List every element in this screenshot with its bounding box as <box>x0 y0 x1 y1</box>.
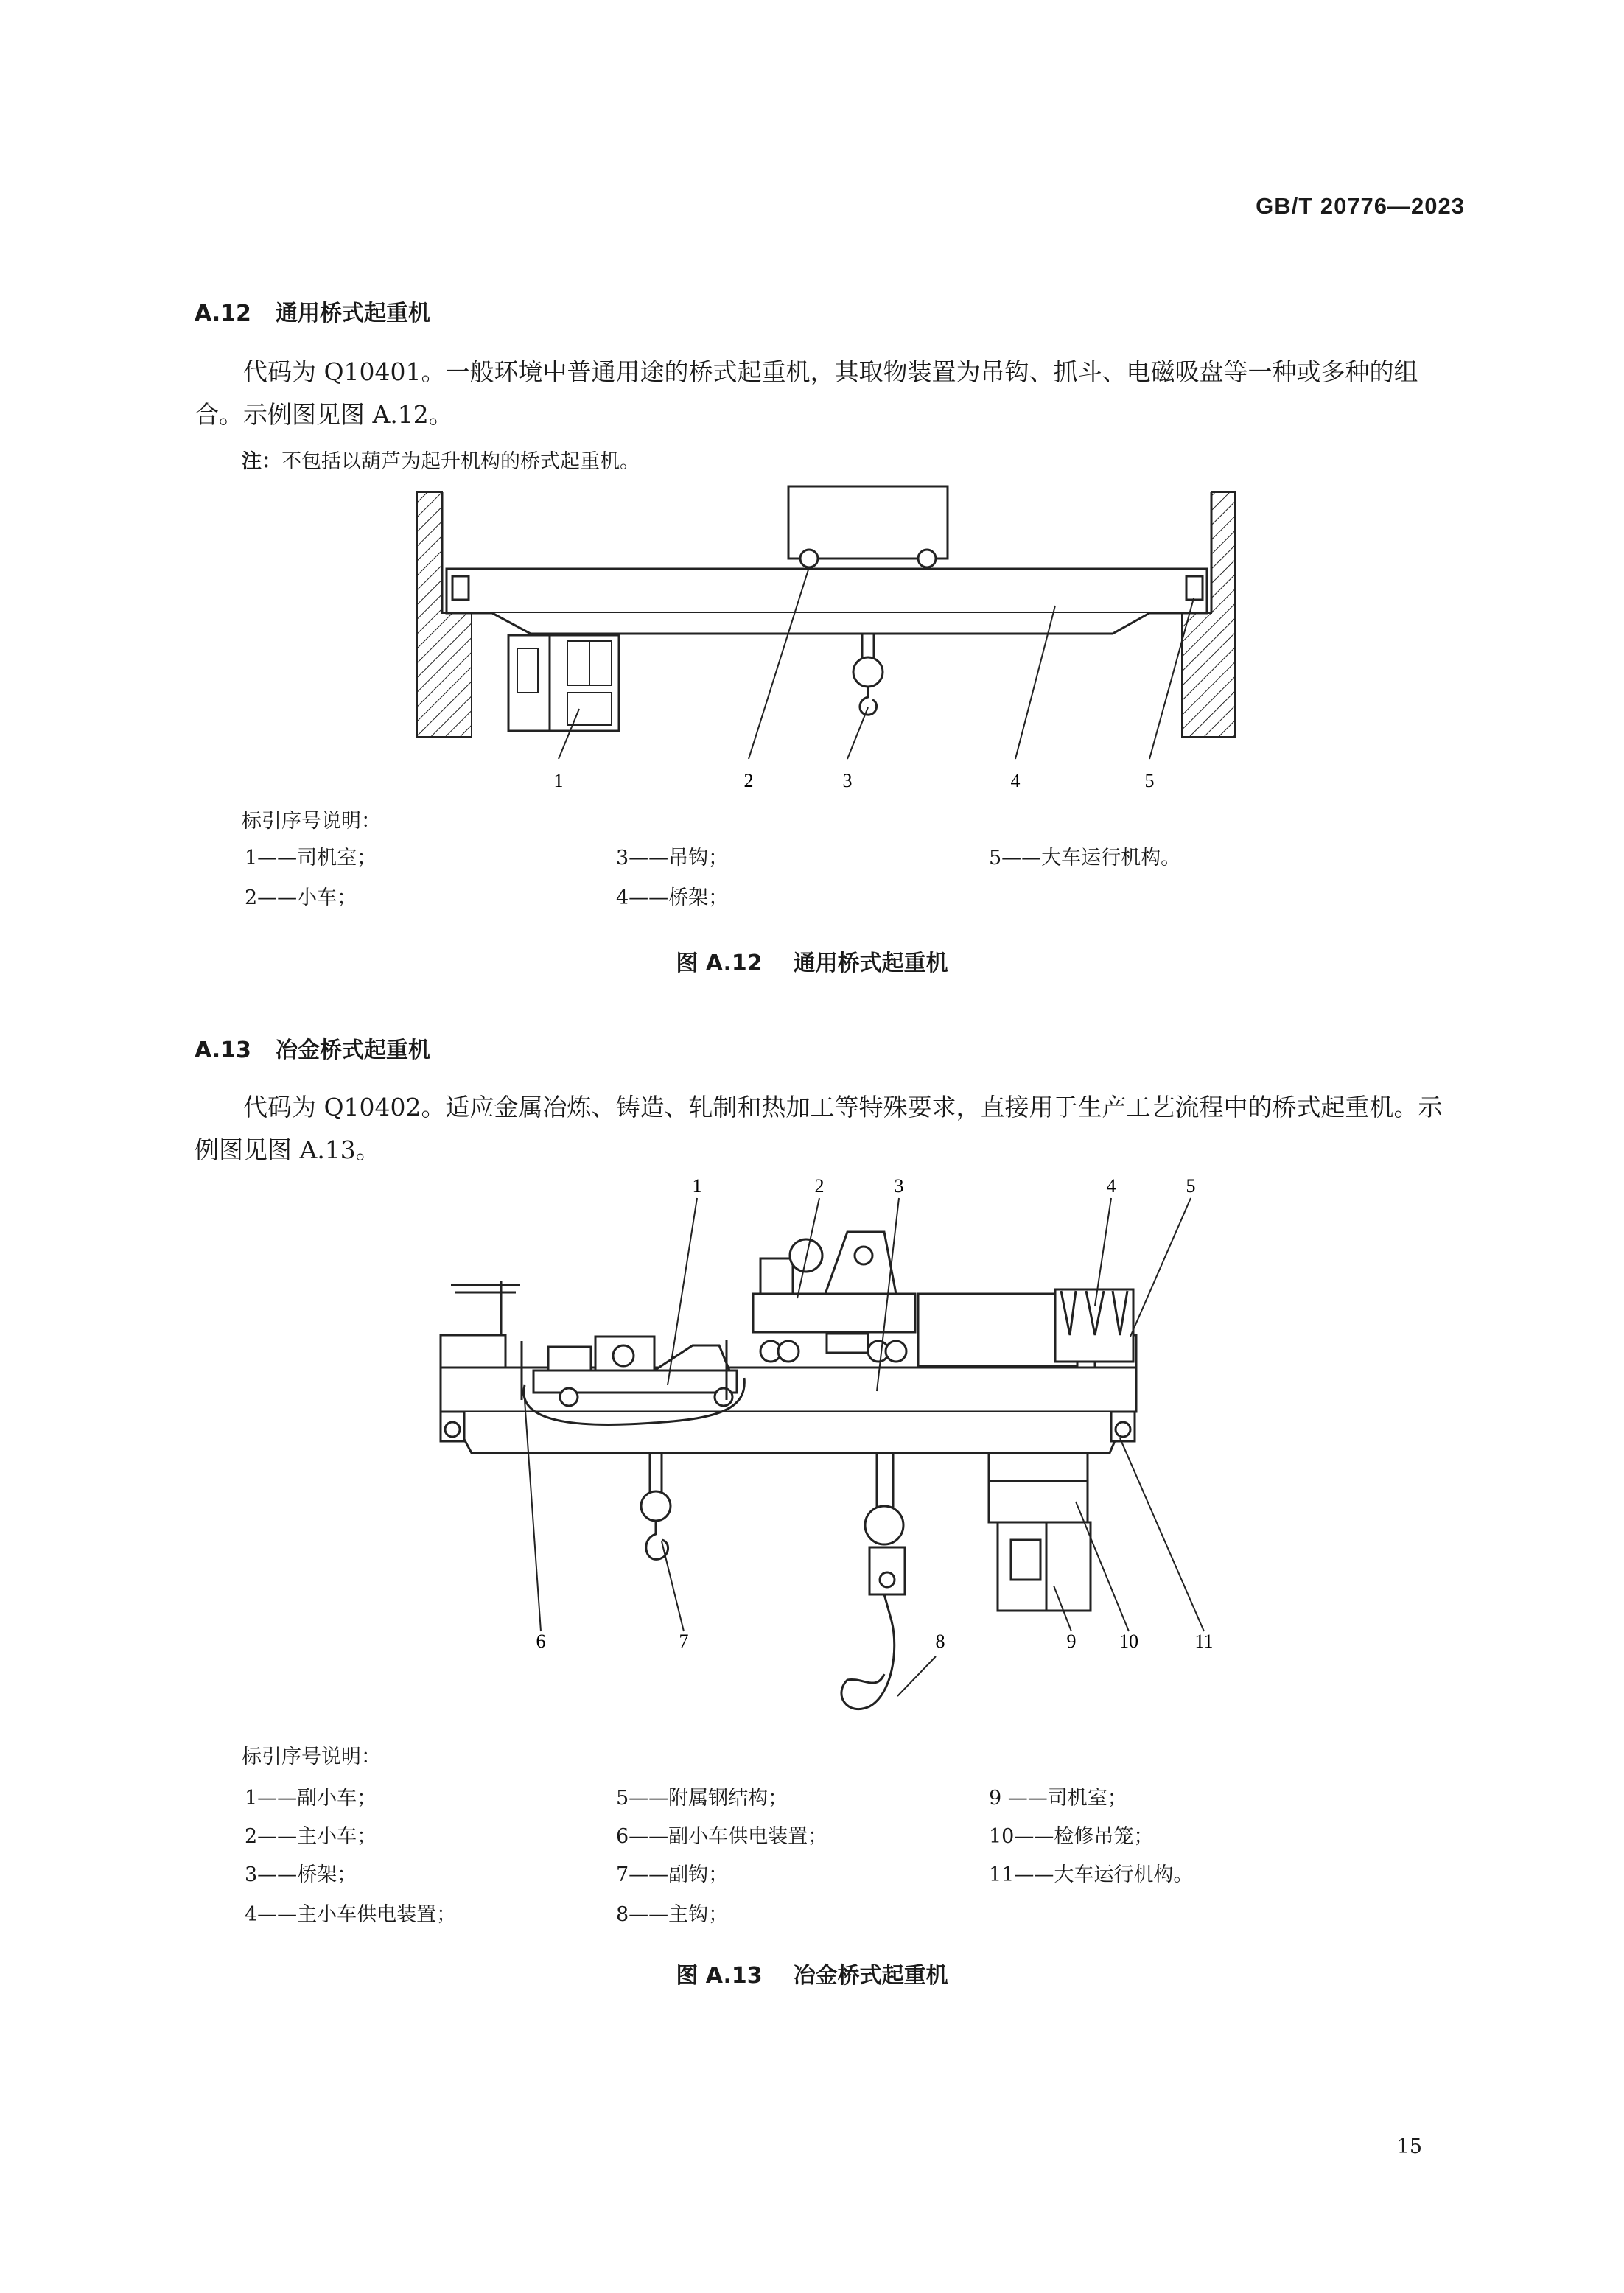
section-number: A.13 <box>195 1037 251 1063</box>
legend-item: 1——司机室； <box>245 847 377 869</box>
auxiliary-platform <box>451 1281 520 1341</box>
callout-10: 10 <box>1119 1631 1138 1652</box>
main-trolley <box>753 1232 1077 1366</box>
section-paragraph-a12: 代码为 Q10401。一般环境中普通用途的桥式起重机，其取物装置为吊钩、抓斗、电磁吸盘等一种或多种的组合。示例图见图 A.12。 <box>195 357 1418 429</box>
legend-item: 5——大车运行机构。 <box>989 847 1181 869</box>
legend-item: 10——检修吊笼； <box>989 1825 1154 1848</box>
operator-cab <box>998 1522 1091 1611</box>
legend-item: 1——副小车； <box>245 1787 377 1810</box>
main-trolley-power-supply <box>1055 1289 1133 1362</box>
callout-7: 7 <box>679 1631 689 1652</box>
legend-item: 11——大车运行机构。 <box>989 1863 1194 1886</box>
legend-item: 2——小车； <box>245 886 357 909</box>
trolley <box>788 486 948 567</box>
main-hook <box>841 1453 905 1709</box>
note-text: 不包括以葫芦为起升机构的桥式起重机。 <box>281 450 640 473</box>
caption-title: 通用桥式起重机 <box>793 951 948 976</box>
callout-3: 3 <box>894 1175 904 1197</box>
legend-item: 5——附属钢结构； <box>616 1787 788 1810</box>
left-wall <box>417 492 472 737</box>
legend-item: 3——吊钩； <box>616 847 729 869</box>
legend-item: 4——主小车供电装置； <box>245 1903 457 1926</box>
callout-9: 9 <box>1066 1631 1077 1652</box>
section-title: 通用桥式起重机 <box>276 301 430 326</box>
callout-2: 2 <box>743 770 754 791</box>
legend-item: 8——主钩； <box>616 1903 729 1926</box>
legend-item: 7——副钩； <box>616 1863 729 1886</box>
section-heading-a13 <box>195 1032 430 1064</box>
callout-1: 1 <box>553 770 564 791</box>
section-paragraph-a13: 代码为 Q10402。适应金属冶炼、铸造、轧制和热加工等特殊要求，直接用于生产工艺流程中的桥式起重机。示例图见图 A.13。 <box>195 1093 1443 1164</box>
section-number: A.12 <box>195 301 251 326</box>
legend-title-a12: 标引序号说明： <box>242 810 381 833</box>
figure-caption-a12 <box>0 945 1624 977</box>
maintenance-cage <box>989 1453 1088 1522</box>
figure-a13-drawing <box>0 1164 1624 1732</box>
bridge-girder <box>447 569 1207 634</box>
auxiliary-hook <box>641 1453 671 1559</box>
callout-3: 3 <box>842 770 853 791</box>
caption-label: 图 A.12 <box>676 951 763 976</box>
figure-caption-a13 <box>0 1957 1624 1989</box>
callout-4: 4 <box>1010 770 1021 791</box>
legend-item: 6——副小车供电装置； <box>616 1825 828 1848</box>
callout-8: 8 <box>935 1631 945 1652</box>
legend-item: 9 ——司机室； <box>989 1787 1127 1810</box>
callout-4: 4 <box>1106 1175 1116 1197</box>
callout-5: 5 <box>1186 1175 1196 1197</box>
standard-number: GB/T 20776—2023 <box>1256 193 1465 219</box>
legend-item: 4——桥架； <box>616 886 729 909</box>
legend-title-a13: 标引序号说明： <box>242 1746 381 1768</box>
section-title: 冶金桥式起重机 <box>276 1037 430 1063</box>
note-label: 注： <box>242 450 281 473</box>
callout-1: 1 <box>692 1175 702 1197</box>
figure-a12-drawing <box>0 0 1624 811</box>
callout-5: 5 <box>1144 770 1155 791</box>
caption-title: 冶金桥式起重机 <box>793 1963 948 1989</box>
page-number: 15 <box>1396 2135 1422 2158</box>
legend-item: 2——主小车； <box>245 1825 377 1848</box>
callout-6: 6 <box>536 1631 546 1652</box>
caption-label: 图 A.13 <box>676 1963 763 1989</box>
callout-11: 11 <box>1194 1631 1214 1652</box>
legend-item: 3——桥架； <box>245 1863 357 1886</box>
callout-2: 2 <box>814 1175 825 1197</box>
hook <box>853 634 883 715</box>
operator-cab <box>508 635 619 731</box>
